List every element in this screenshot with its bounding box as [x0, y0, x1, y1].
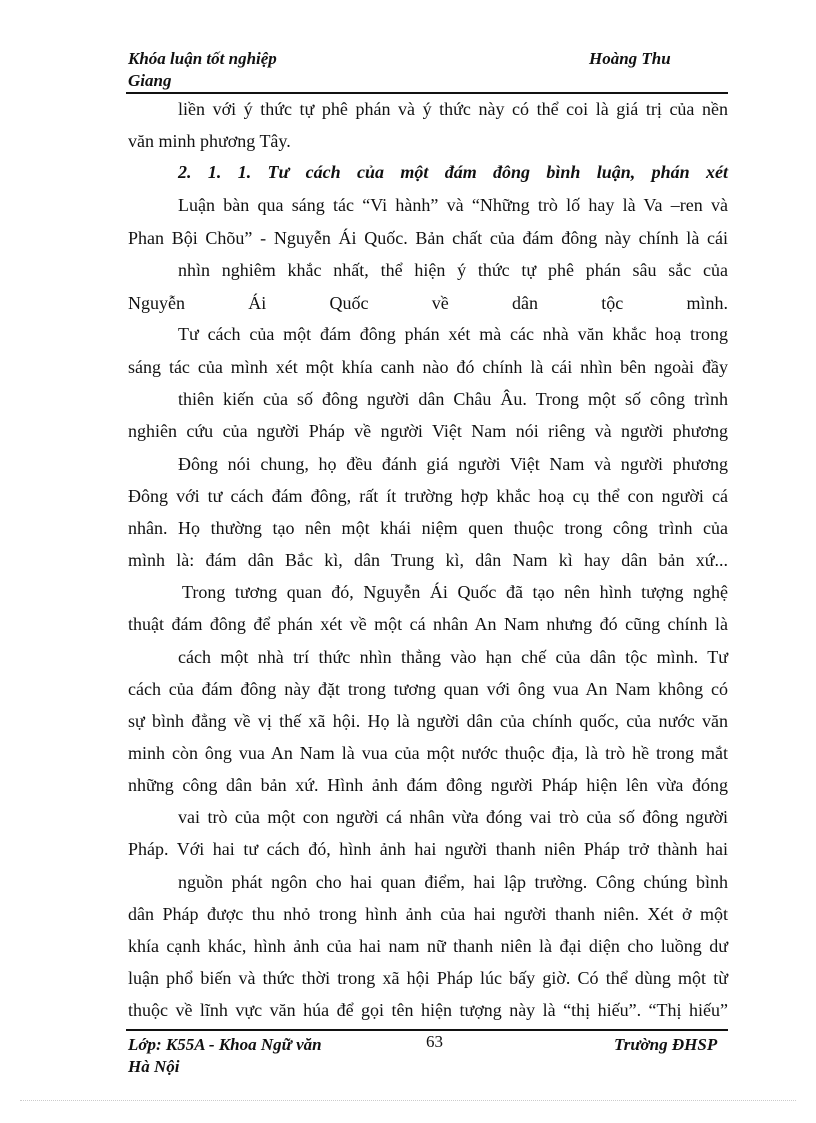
body-line: nghiên cứu của người Pháp về người Việt Nam nói riêng và người phương: [128, 421, 728, 441]
page-edge-divider: [20, 1100, 796, 1101]
footer-city: Hà Nội: [128, 1057, 180, 1076]
body-line: sáng tác của mình xét một khía canh nào đó chính là cái nhìn bên ngoài đầy: [128, 357, 728, 377]
body-line: sự bình đẳng về vị thế xã hội. Họ là người dân của chính quốc, của nước văn: [128, 711, 728, 731]
body-line: Pháp. Với hai tư cách đó, hình ảnh hai người thanh niên Pháp trở thành hai: [128, 839, 728, 859]
body-line: nguồn phát ngôn cho hai quan điểm, hai lập trường. Công chúng bình: [178, 872, 728, 892]
body-line: minh còn ông vua An Nam là vua của một nước thuộc địa, là trò hề trong mắt: [128, 743, 728, 763]
body-line: mình là: đám dân Bắc kì, dân Trung kì, dân Nam kì hay dân bản xứ...: [128, 550, 728, 570]
body-line: Phan Bội Chõu” - Nguyễn Ái Quốc. Bản chất của đám đông này chính là cái: [128, 228, 728, 248]
body-line: Đông nói chung, họ đều đánh giá người Việt Nam và người phương: [178, 454, 728, 474]
body-line: cách của đám đông này đặt trong tương quan với ông vua An Nam không có: [128, 679, 728, 699]
body-line: văn minh phương Tây.: [128, 131, 291, 151]
header-thesis-label: Khóa luận tốt nghiệp: [128, 49, 277, 68]
body-line: vai trò của một con người cá nhân vừa đóng vai trò của số đông người: [178, 807, 728, 827]
body-line: khía cạnh khác, hình ảnh của hai nam nữ thanh niên là đại diện cho luồng dư: [128, 936, 728, 956]
body-line: Tư cách của một đám đông phán xét mà các nhà văn khắc hoạ trong: [178, 324, 728, 344]
body-line: nhân. Họ thường tạo nên một khái niệm quen thuộc trong công trình của: [128, 518, 728, 538]
body-line: nhìn nghiêm khắc nhất, thể hiện ý thức tự phê phán sâu sắc của: [178, 260, 728, 280]
page-number: 63: [426, 1032, 443, 1051]
body-line: Nguyễn Ái Quốc về dân tộc mình.: [128, 293, 728, 313]
body-line: cách một nhà trí thức nhìn thẳng vào hạn chế của dân tộc mình. Tư: [178, 647, 728, 667]
body-line: Đông với tư cách đám đông, rất ít trường hợp khắc hoạ cụ thể con người cá: [128, 486, 728, 506]
body-line: thiên kiến của số đông người dân Châu Âu. Trong một số công trình: [178, 389, 728, 409]
body-line: liền với ý thức tự phê phán và ý thức này có thể coi là giá trị của nền: [178, 99, 728, 119]
header-author-surname: Giang: [128, 71, 172, 90]
footer-class-label: Lớp: K55A - Khoa Ngữ văn: [128, 1035, 322, 1054]
body-line: thuộc về lĩnh vực văn húa để gọi tên hiện tượng này là “thị hiếu”. “Thị hiếu”: [128, 1000, 728, 1020]
body-line: luận phổ biến và thức thời trong xã hội Pháp lúc bấy giờ. Có thể dùng một từ: [128, 968, 728, 988]
body-line: Trong tương quan đó, Nguyễn Ái Quốc đã tạo nên hình tượng nghệ: [182, 582, 728, 602]
header-divider: [126, 92, 728, 94]
header-author-name: Hoàng Thu: [589, 49, 671, 68]
body-line: dân Pháp được thu nhỏ trong hình ảnh của hai người thanh niên. Xét ở một: [128, 904, 728, 924]
body-line: những công dân bản xứ. Hình ảnh đám đông người Pháp hiện lên vừa đóng: [128, 775, 728, 795]
body-line: thuật đám đông để phán xét về một cá nhân An Nam nhưng đó cũng chính là: [128, 614, 728, 634]
section-heading: 2. 1. 1. Tư cách của một đám đông bình luận, phán xét: [178, 162, 728, 182]
body-line: Luận bàn qua sáng tác “Vi hành” và “Những trò lố hay là Va –ren và: [178, 195, 728, 215]
footer-school: Trường ĐHSP: [614, 1035, 718, 1054]
